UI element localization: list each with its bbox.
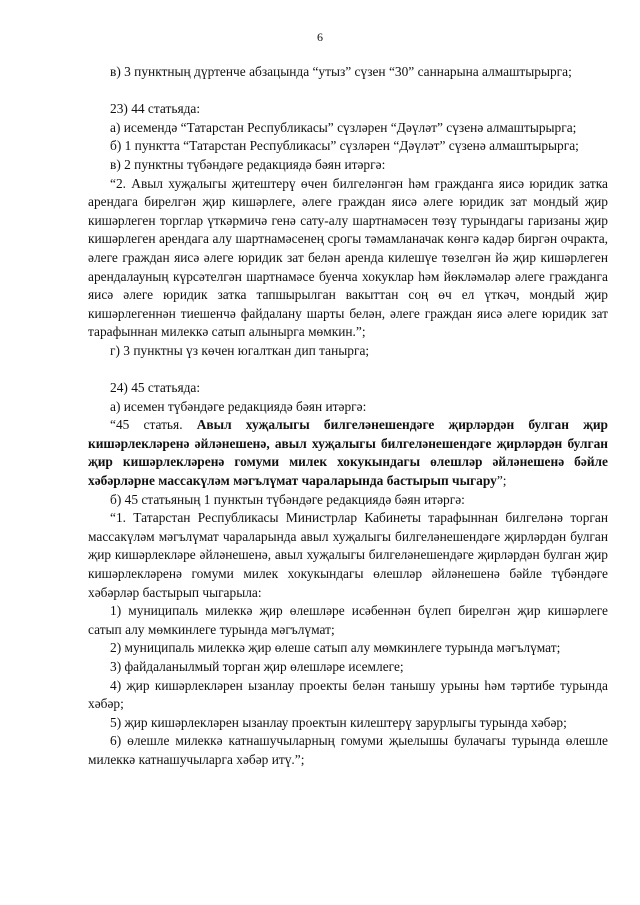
paragraph-text: г) 3 пунктны үз көчен югалткан дип танырга; <box>110 342 370 358</box>
page-number: 6 <box>317 30 323 44</box>
paragraph-text: 6) өлешле милеккә катнашучыларның гомуми җыелышы булачагы турында өлешле милеккә катнашучыларга хәбәр итү.”; <box>88 733 608 767</box>
paragraph <box>88 342 608 361</box>
paragraph-text: в) 2 пунктны түбәндәге редакциядә бәян итәргә: <box>110 156 386 172</box>
paragraph <box>88 732 608 769</box>
paragraph <box>88 100 608 119</box>
paragraph-text: 4) җир кишәрлекләрен ызанлау проекты белән танышу урыны һәм тәртибе турында хәбәр; <box>88 677 608 712</box>
paragraph-gap <box>88 361 608 380</box>
paragraph <box>88 509 608 602</box>
paragraph-text: 5) җир кишәрлекләрен ызанлау проектын килештерү зарурлыгы турында хәбәр; <box>110 714 567 730</box>
paragraph <box>88 379 608 398</box>
paragraph-text: а) исемен түбәндәге редакциядә бәян итәргә: <box>110 398 367 414</box>
paragraph <box>88 602 608 639</box>
paragraph <box>88 677 608 714</box>
paragraph-text-end: ”; <box>496 473 507 489</box>
paragraph <box>88 175 608 342</box>
paragraph-text: б) 45 статьяның 1 пунктын түбәндәге редакциядә бәян итәргә: <box>110 491 465 507</box>
paragraph-text: “2. Авыл хуҗалыгы җитештерү өчен билгеләнгән һәм гражданга яисә юридик затка арендага бирелгән җир кишәрлеге, әлеге граждан яисә әлеге юридик зат мондый җир кишәрлеген торглар үткәрмичә генә сату-алу шартнамәсен төзү турындагы гаризаны җир кишәрлеген арендага алу шартнамәсенең срогы тәмамланачак көнгә кадәр биргән очракта, әлеге граждан яисә әлеге юридик зат белән аренда килешүе төзелгән йә җир кишәрлеген арендалауның күрсәтелгән шартнамәсе буенча хокуклар һәм йөкләмәләр әлеге гражданга яисә әлеге юридик затка тапшырылган вакыттан соң өч ел үткәч, мондый җир кишәрлегеннән тиешенчә файдалану шарты белән, әлеге граждан яисә әлеге юридик зат тарафыннан милеккә сатып алынырга мөмкин.”; <box>88 175 608 340</box>
paragraph-text: 3) файдаланылмый торган җир өлешләре исемлеге; <box>110 659 404 674</box>
paragraph <box>88 639 608 658</box>
paragraph <box>88 658 608 677</box>
paragraph-gap <box>88 82 608 101</box>
paragraph <box>88 63 608 82</box>
paragraph-text: 2) муниципаль милеккә җир өлеше сатып алу мөмкинлеге турында мәгълүмат; <box>110 640 561 656</box>
paragraph-text: 23) 44 статьяда: <box>110 101 201 117</box>
document-body <box>88 63 608 770</box>
paragraph <box>88 491 608 510</box>
paragraph-bold-text: Авыл хуҗалыгы билгеләнешендәге җирләрдән булган җир кишәрлекләренә әйләнешенә, авыл хуҗалыгы билгеләнешендәге җирләрдән булган җир кишәрлекләренә гомуми милек хокукындагы өлешләр әйләнешенә бәйле хәбәрләрне массакүләм мәгълүмат чараларында бастырып чыгару <box>88 417 608 489</box>
paragraph-text: “45 статья. <box>110 417 197 433</box>
paragraph-text: 24) 45 статьяда: <box>110 380 201 396</box>
paragraph <box>88 398 608 417</box>
paragraph <box>88 416 608 490</box>
paragraph <box>88 714 608 733</box>
paragraph <box>88 137 608 156</box>
paragraph-text: б) 1 пунктта “Татарстан Республикасы” сүзләрен “Дәүләт” сүзенә алмаштырырга; <box>110 138 579 154</box>
paragraph <box>88 156 608 175</box>
paragraph-text: а) исемендә “Татарстан Республикасы” сүзләрен “Дәүләт” сүзенә алмаштырырга; <box>110 119 577 135</box>
paragraph-text: “1. Татарстан Республикасы Министрлар Кабинеты тарафыннан билгеләнә торган массакүләм мәгълүмат чараларында авыл хуҗалыгы билгеләнешендәге җирләрдән булган җир кишәрлекләре әйләнешенә, авыл хуҗалыгы билгеләнешендәге җирләрдән булган җир кишәрлекләренә гомуми милек хокукындагы өлешләр әйләнешенә бәйле түбәндәге хәбәрләр бастырып чыгарыла: <box>88 510 608 600</box>
paragraph-text: в) 3 пунктның дүртенче абзацында “утыз” сүзен “30” саннарына алмаштырырга; <box>110 64 572 79</box>
paragraph <box>88 119 608 138</box>
paragraph-text: 1) муниципаль милеккә җир өлешләре исәбеннән бүлеп бирелгән җир кишәрлеге сатып алу мөмкинлеге турында мәгълүмат; <box>88 603 608 637</box>
